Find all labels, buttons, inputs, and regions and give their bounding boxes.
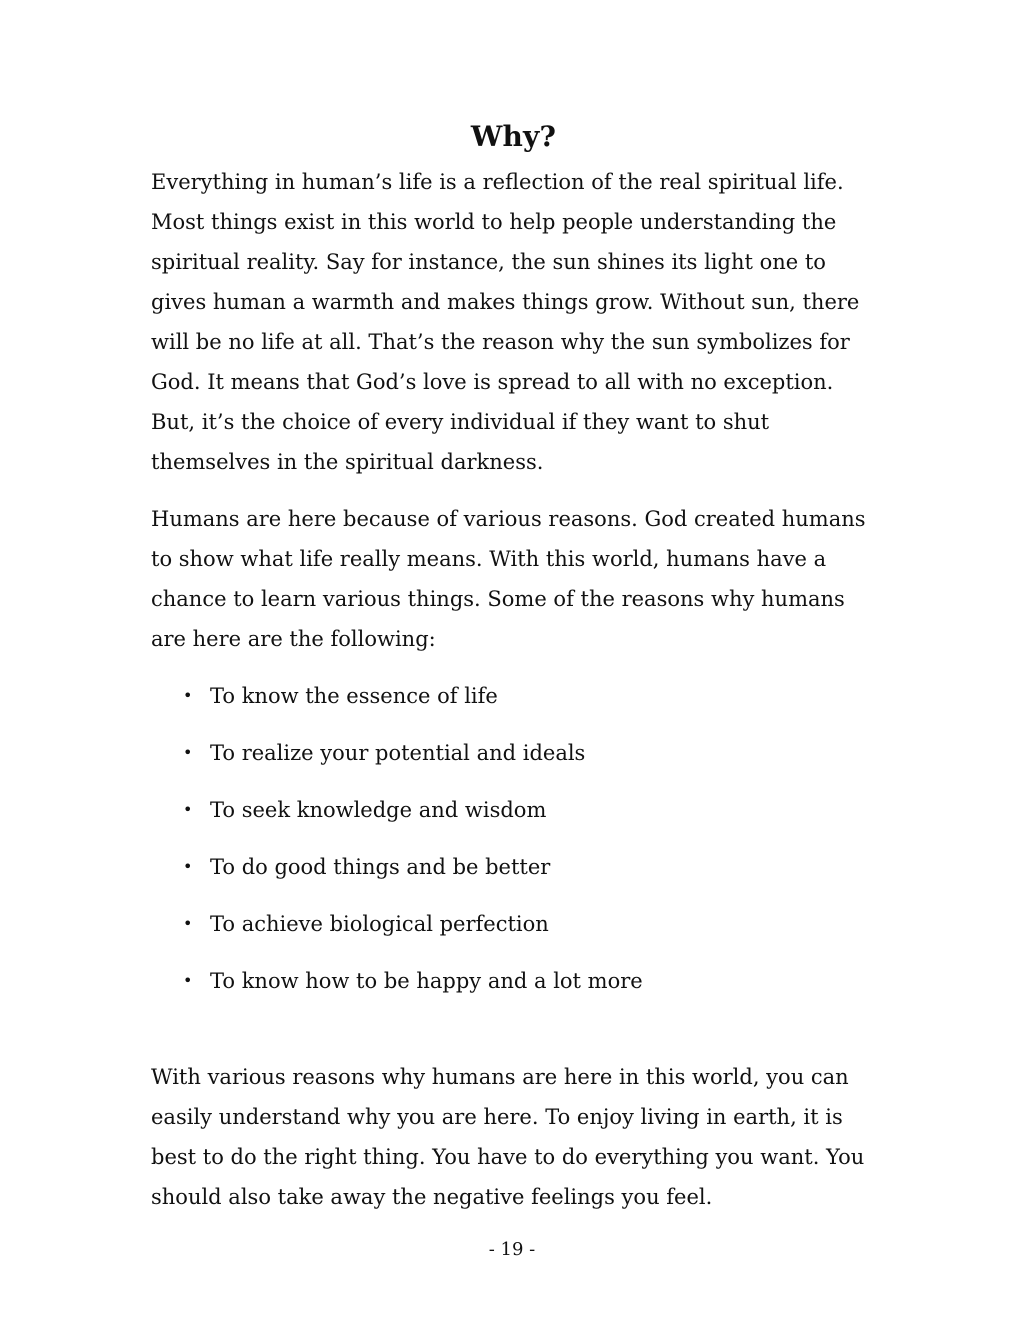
- list-item: [151, 733, 876, 773]
- list-item-text: To know the essence of life: [210, 684, 498, 708]
- paragraph-intro: Everything in human’s life is a reflection of the real spiritual life. Most things exist in this world to help people understanding the spiritual reality. Say for instance, the sun shines its light one to gives human a warmth and makes things grow. Without sun, there will be no life at all. That’s the reason why the sun symbolizes for God. It means that God’s love is spread to all with no exception. But, it’s the choice of every individual if they want to shut themselves in the spiritual darkness.: [151, 170, 860, 474]
- paragraph-reasons: Humans are here because of various reasons. God created humans to show what life really means. With this world, humans have a chance to learn various things. Some of the reasons why humans are here are the following:: [151, 507, 866, 651]
- list-item: [151, 790, 876, 830]
- list-item: [151, 961, 876, 1001]
- bullet-icon: •: [183, 857, 193, 876]
- bullet-icon: •: [183, 971, 193, 990]
- bullet-icon: •: [183, 686, 193, 705]
- list-item-text: To achieve biological perfection: [210, 912, 549, 936]
- list-item-text: To seek knowledge and wisdom: [210, 798, 547, 822]
- list-item-text: To know how to be happy and a lot more: [210, 969, 643, 993]
- bullet-icon: •: [183, 914, 193, 933]
- list-item: [151, 676, 876, 716]
- bullet-icon: •: [183, 743, 193, 762]
- reasons-list: [151, 676, 876, 1001]
- document-page: [151, 115, 876, 1217]
- bullet-icon: •: [183, 800, 193, 819]
- list-item: [151, 904, 876, 944]
- list-item: [151, 847, 876, 887]
- page-number: - 19 -: [488, 1239, 536, 1260]
- list-item-text: To realize your potential and ideals: [210, 741, 586, 765]
- list-item-text: To do good things and be better: [210, 855, 551, 879]
- page-title: Why?: [470, 120, 557, 153]
- paragraph-conclusion: With various reasons why humans are here in this world, you can easily understand why you are here. To enjoy living in earth, it is best to do the right thing. You have to do everything you want. You should also take away the negative feelings you feel.: [151, 1065, 865, 1209]
